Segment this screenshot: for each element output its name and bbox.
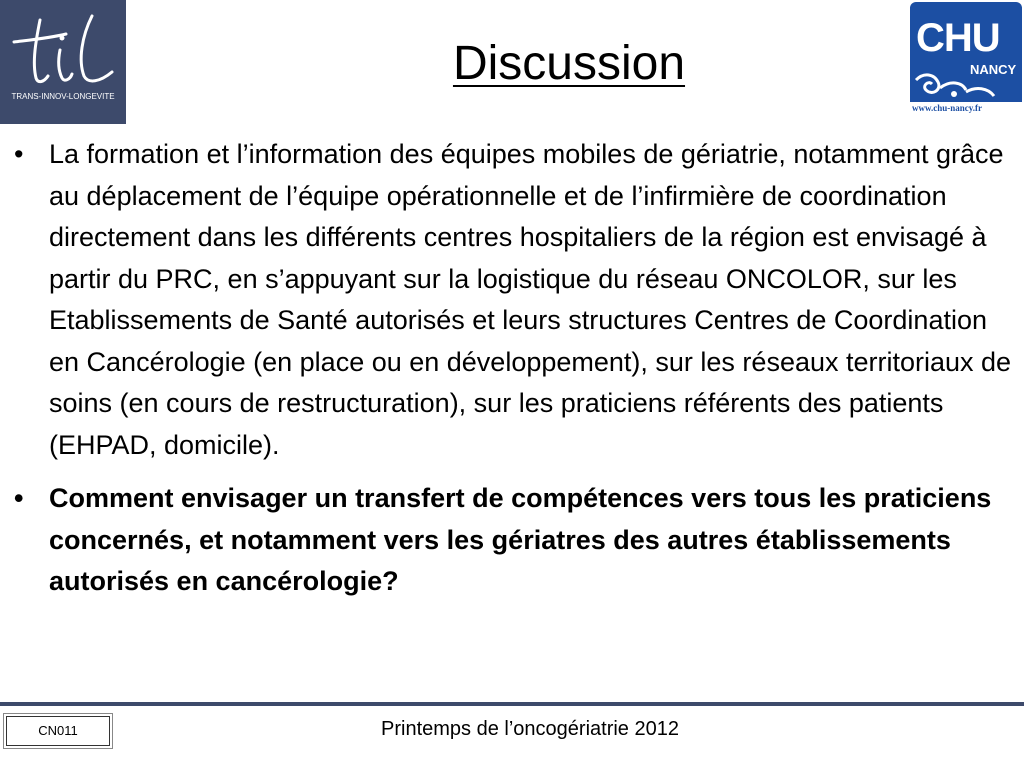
til-logo-mark-icon <box>0 0 126 124</box>
til-logo <box>0 0 126 124</box>
bullet-dot-icon: • <box>14 483 24 513</box>
chu-nancy-logo <box>910 2 1022 118</box>
chu-logo-city: NANCY <box>970 62 1017 77</box>
bullet-item-question <box>0 478 1024 603</box>
chu-logo-url: www.chu-nancy.fr <box>912 103 983 113</box>
bullet-text: Comment envisager un transfert de compétences vers tous les praticiens concernés, et notamment vers les gériatres des autres établissements autorisés en cancérologie? <box>49 483 992 596</box>
footer-text: Printemps de l’oncogériatrie 2012 <box>381 718 679 740</box>
bullet-text: La formation et l’information des équipes mobiles de gériatrie, notamment grâce au déplacement de l’équipe opérationnelle et de l’infirmière de coordination directement dans les différents centres hospitaliers de la région est envisagé à partir du PRC, en s’appuyant sur la logistique du réseau ONCOLOR, sur les Etablissements de Santé autorisés et leurs structures Centres de Coordination en Cancérologie (en place ou en développement), sur les réseaux territoriaux de soins (en cours de restructuration), sur les praticiens référents des patients (EHPAD, domicile). <box>49 139 1012 460</box>
bullet-dot-icon: • <box>14 139 24 169</box>
page-title: Discussion <box>452 37 686 90</box>
slide-content <box>0 134 1024 615</box>
slide-code-badge: CN011 <box>6 716 110 746</box>
chu-logo-brand: CHU <box>916 16 1000 60</box>
footer-divider <box>0 702 1024 706</box>
bullet-item <box>0 134 1024 466</box>
chu-logo-background <box>910 2 1022 102</box>
til-logo-caption: TRANS-INNOV-LONGEVITE <box>11 92 115 101</box>
